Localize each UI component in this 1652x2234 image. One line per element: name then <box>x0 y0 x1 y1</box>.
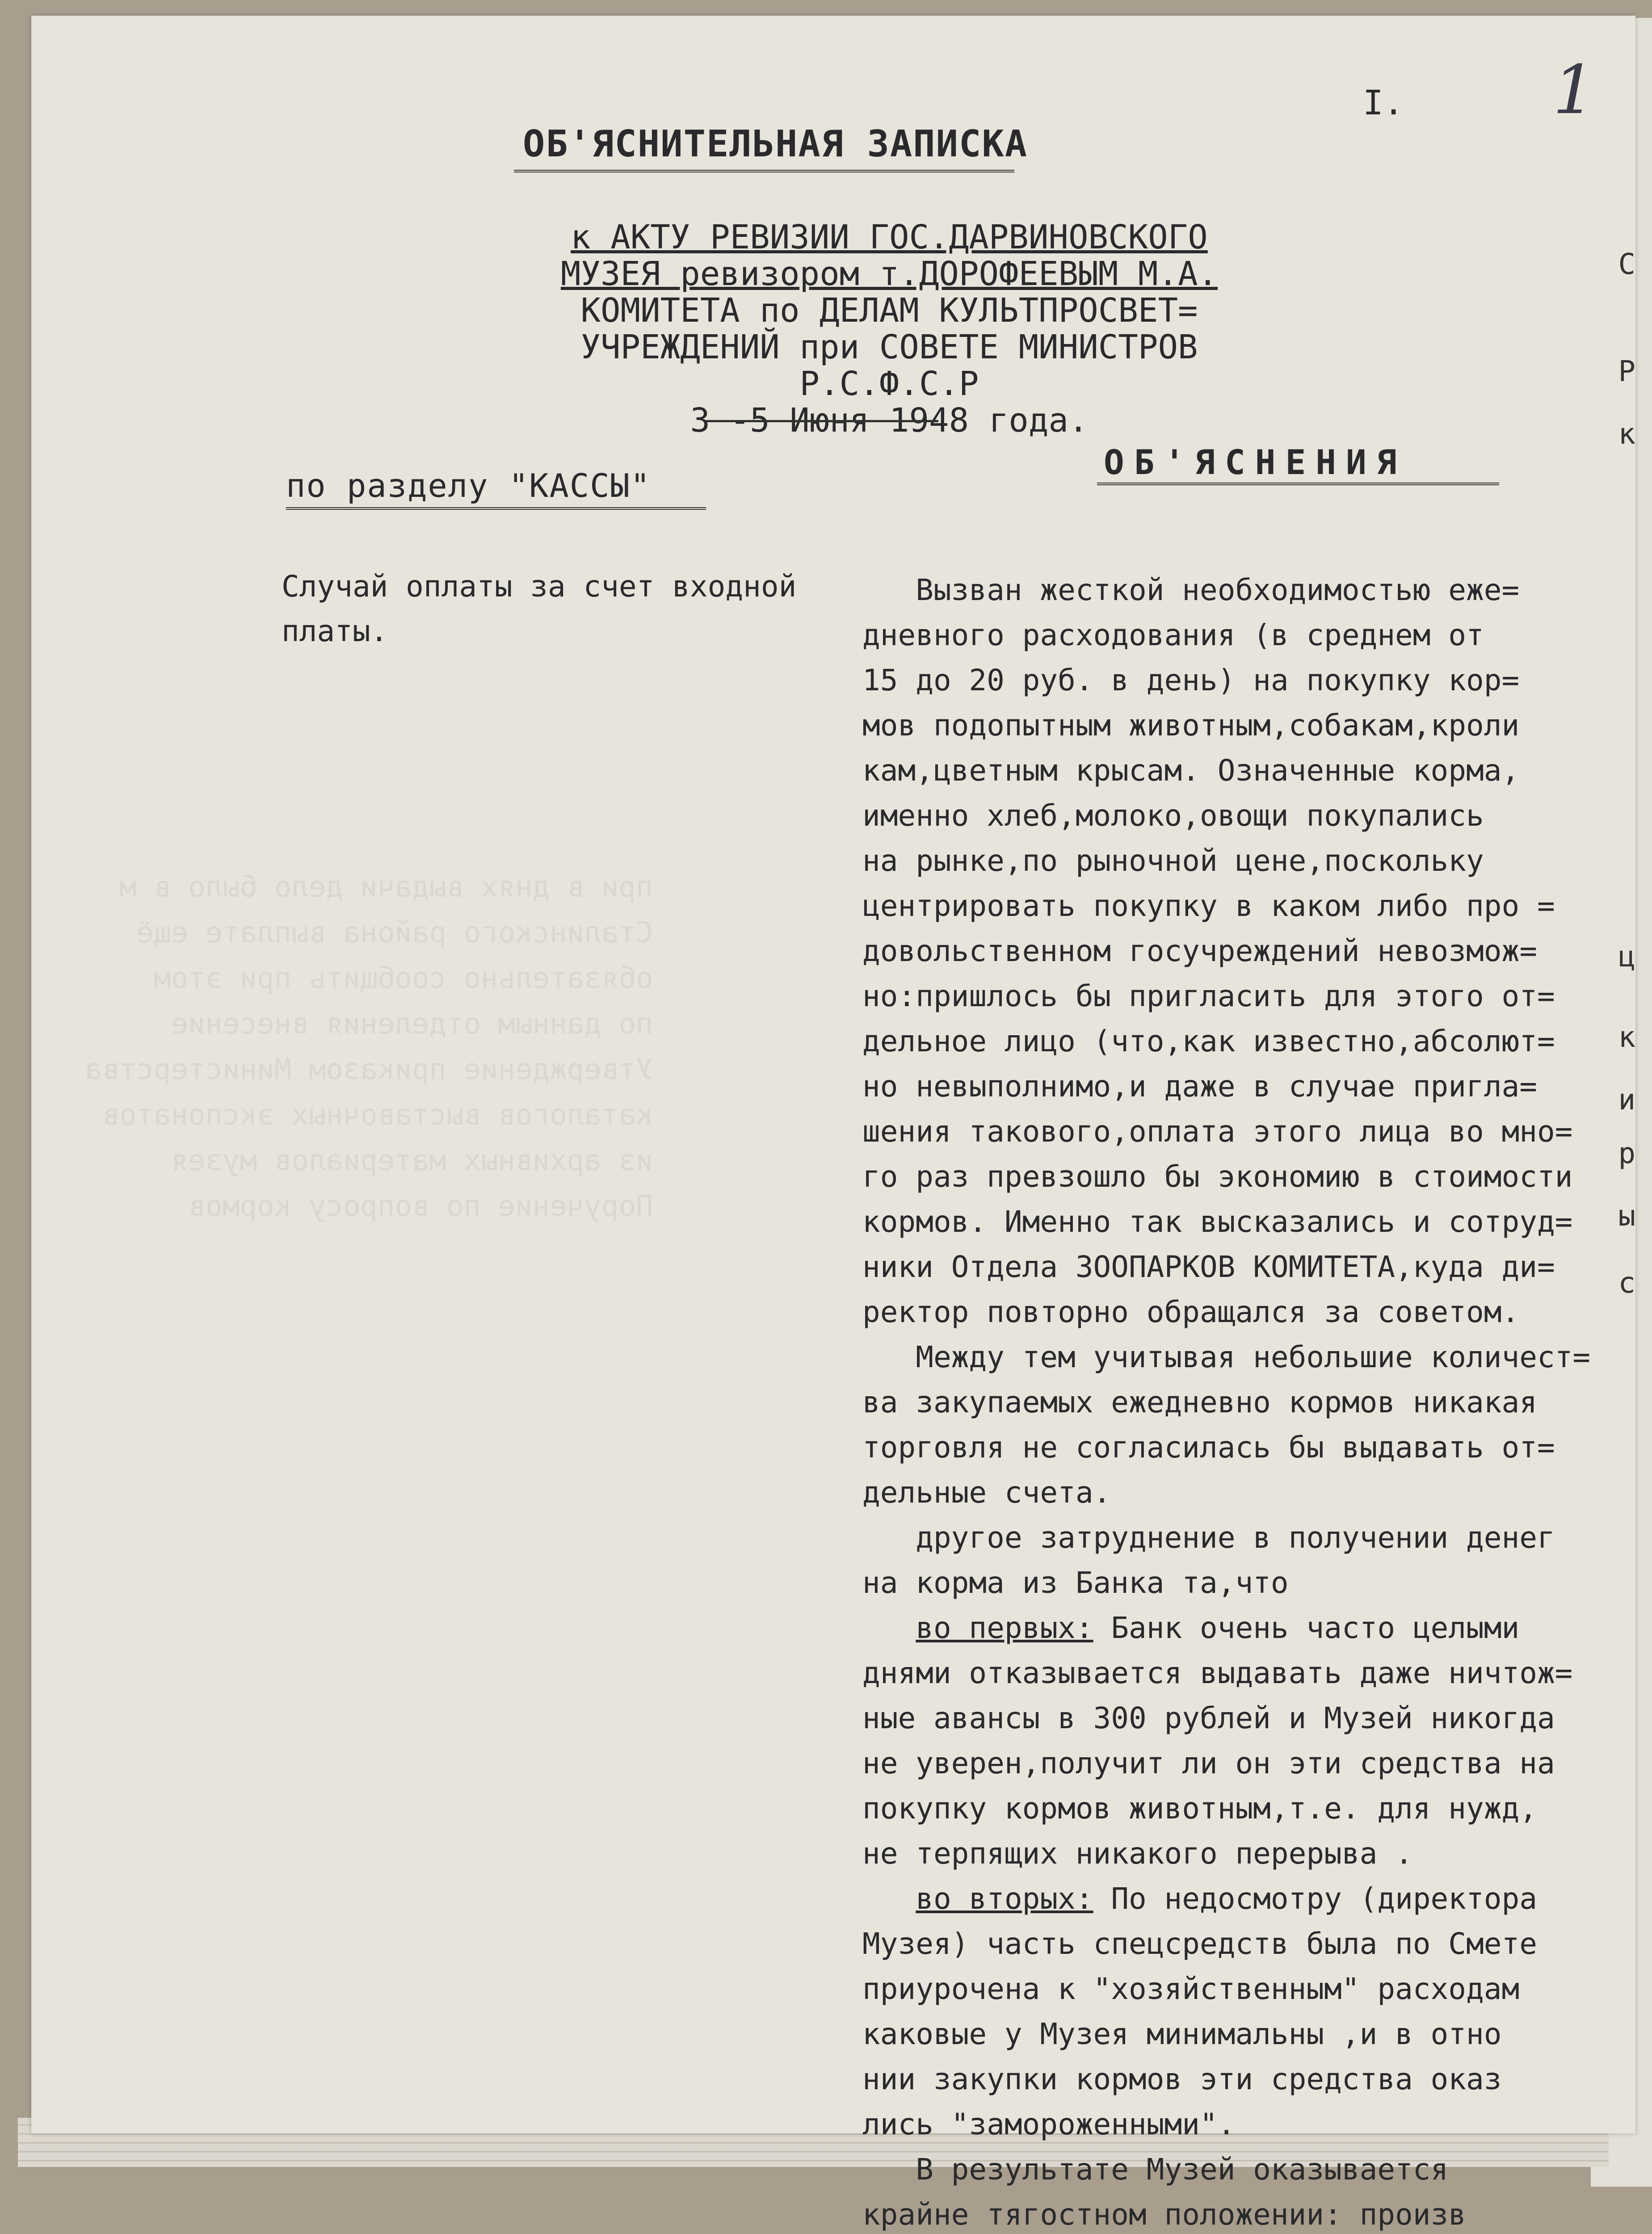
explanation-line: торговля не согласилась бы выдавать от= <box>862 1430 1555 1465</box>
explanation-line: ные авансы в 300 рублей и Музей никогда <box>862 1701 1555 1735</box>
subtitle-line: МУЗЕЯ ревизором т.ДОРОФЕЕВЫМ М.А. <box>560 255 1218 293</box>
folio-number: 1 <box>1553 51 1596 129</box>
edge-letter: с <box>1618 1267 1635 1300</box>
explanation-line: Между тем учитывая небольшие количест= <box>862 1340 1591 1374</box>
explanation-line: довольственном госучреждений невозмож= <box>862 934 1537 968</box>
document-subtitle <box>465 219 1314 439</box>
ghost-line: обязательно сообщить при этом <box>154 962 653 995</box>
explanation-line: на корма из Банка та,что <box>862 1566 1289 1600</box>
explanation-line: во вторых: По недосмотру (директора <box>916 1881 1537 1916</box>
subtitle-line: КОМИТЕТА по ДЕЛАМ КУЛЬТПРОСВЕТ= <box>580 291 1198 330</box>
edge-letter: р <box>1618 1137 1635 1170</box>
explanation-line: дневного расходования (в среднем от <box>862 618 1484 652</box>
explanation-line: центрировать покупку в каком либо про = <box>862 889 1555 923</box>
section-right-underline <box>1097 483 1499 489</box>
explanation-line: каковые у Музея минимальны ,и в отно <box>862 2017 1502 2051</box>
edge-letter: к <box>1618 1021 1635 1054</box>
explanation-line: крайне тягостном положении: произв <box>862 2197 1467 2232</box>
explanation-line: нии закупки кормов эти средства оказ <box>862 2062 1502 2096</box>
ghost-line: по данным отделения внесение <box>171 1008 653 1041</box>
explanation-line: кам,цветным крысам. Означенные корма, <box>862 753 1520 788</box>
subtitle-line: 3 -5 Июня 1948 года. <box>690 401 1089 440</box>
ghost-line: из архивных материалов музея <box>171 1144 653 1177</box>
explanation-line: но невыполнимо,и даже в случае пригла= <box>862 1069 1537 1104</box>
ghost-line: при в днях выдачи дело было в м <box>119 871 653 904</box>
section-left-underline <box>286 507 706 513</box>
explanation-line: покупку кормов животным,т.е. для нужд, <box>862 1791 1537 1826</box>
page-number: I. <box>1363 83 1404 122</box>
explanation-line: ректор повторно обращался за советом. <box>862 1295 1520 1329</box>
explanation-line: кормов. Именно так высказались и сотруд= <box>862 1205 1573 1239</box>
case-line: платы. <box>282 614 388 648</box>
explanation-line: ва закупаемых ежедневно кормов никакая <box>862 1385 1537 1419</box>
section-label-explanations: ОБ'ЯСНЕНИЯ <box>1104 442 1407 482</box>
explanation-line: шения такового,оплата этого лица во мно= <box>862 1114 1573 1149</box>
ghost-line: каталогов выставочных экспонатов <box>102 1099 653 1132</box>
explanation-line: днями отказывается выдавать даже ничтож= <box>862 1656 1573 1690</box>
explanation-line: В результате Музей оказывается <box>862 2152 1449 2187</box>
explanation-line: го раз превзошло бы экономию в стоимости <box>862 1159 1573 1194</box>
explanation-line: дельные счета. <box>862 1475 1111 1510</box>
ghost-line: Утверждение приказом Министерства <box>85 1053 653 1086</box>
explanation-line: но:пришлось бы пригласить для этого от= <box>862 979 1555 1013</box>
ghost-line: Поручение по вопросу кормов <box>188 1190 653 1223</box>
explanation-text <box>862 567 1631 2234</box>
explanation-line: приурочена к "хозяйственным" расходам <box>862 1972 1520 2006</box>
explanation-line: другое затруднение в получении денег <box>862 1520 1555 1555</box>
edge-letter: к <box>1618 418 1635 451</box>
explanation-line: на рынке,по рыночной цене,поскольку <box>862 844 1484 878</box>
explanation-line: не уверен,получит ли он эти средства на <box>862 1746 1555 1780</box>
explanation-line: Вызван жесткой необходимостью еже= <box>862 573 1520 607</box>
explanation-line: именно хлеб,молоко,овощи покупались <box>862 798 1484 833</box>
edge-letter: Р <box>1618 355 1635 388</box>
explanation-line: лись "замороженными". <box>862 2107 1236 2142</box>
case-description <box>282 564 862 654</box>
edge-letter: ы <box>1618 1200 1635 1233</box>
header-divider <box>706 420 938 422</box>
explanation-line: во первых: Банк очень часто целыми <box>916 1611 1520 1645</box>
explanation-line: дельное лицо (что,как известно,абсолют= <box>862 1024 1555 1058</box>
edge-letter: ц <box>1618 941 1635 974</box>
edge-letter: и <box>1618 1083 1635 1117</box>
explanation-line: 15 до 20 руб. в день) на покупку кор= <box>862 663 1520 697</box>
case-line: Случай оплаты за счет входной <box>282 569 797 604</box>
ghost-line: Сталинского района выплате ещё <box>136 916 653 949</box>
document-page <box>31 16 1635 2232</box>
document-title: ОБ'ЯСНИТЕЛЬНАЯ ЗАПИСКА <box>523 123 1028 165</box>
explanation-line: не терпящих никакого перерыва . <box>862 1836 1413 1871</box>
subtitle-line: Р.С.Ф.С.Р <box>799 365 979 403</box>
section-label-kassy: по разделу "КАССЫ" <box>286 467 651 504</box>
subtitle-line: к АКТУ РЕВИЗИИ ГОС.ДАРВИНОВСКОГО <box>571 218 1208 256</box>
explanation-line: мов подопытным животным,собакам,кроли <box>862 708 1520 743</box>
edge-letter: С <box>1618 248 1635 281</box>
title-underline <box>514 170 1014 176</box>
explanation-line: Музея) часть спецсредств была по Смете <box>862 1927 1537 1961</box>
subtitle-line: УЧРЕЖДЕНИЙ при СОВЕТЕ МИНИСТРОВ <box>580 328 1198 366</box>
explanation-line: ники Отдела ЗООПАРКОВ КОМИТЕТА,куда ди= <box>862 1250 1555 1284</box>
bleed-through-text <box>85 865 653 1229</box>
